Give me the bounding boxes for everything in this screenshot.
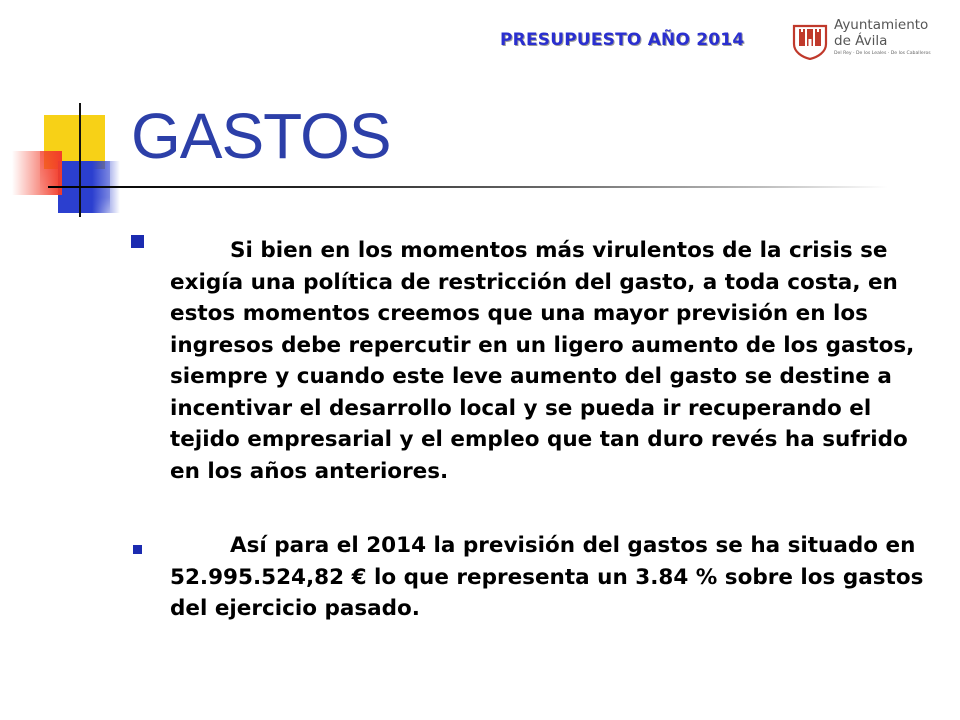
bullet-text-2 (170, 530, 930, 625)
bullet-square-small-icon (133, 545, 142, 554)
ayuntamiento-logo (790, 18, 940, 62)
decorative-blocks (0, 95, 140, 225)
logo-line-1: Ayuntamiento (834, 17, 929, 33)
bullet-square-icon (131, 235, 144, 248)
header-title: PRESUPUESTO AÑO 2014 (500, 30, 745, 50)
bullet-2-content: Así para el 2014 la previsión del gastos se ha situado en 52.995.524,82 € lo que representa un 3.84 % sobre los gastos del ejercicio pasado. (170, 533, 924, 621)
city-emblem-icon (790, 20, 830, 60)
bullet-text-1 (170, 235, 930, 487)
title-divider (48, 186, 888, 188)
logo-text (834, 18, 931, 57)
logo-tagline: Del Rey · De los Leales · De los Caballeros (834, 51, 931, 56)
logo-line-2: de Ávila (834, 32, 888, 49)
bullet-1-content: Si bien en los momentos más virulentos de la crisis se exigía una política de restricción del gasto, a toda costa, en estos momentos creemos que una mayor previsión en los ingresos debe repercutir en un ligero aumento de los gastos, siempre y cuando este leve aumento del gasto se destine a incentivar el desarrollo local y se pueda ir recuperando el tejido empresarial y el empleo que tan duro revés ha sufrido en los años anteriores. (170, 238, 915, 484)
page-title: GASTOS (131, 100, 391, 172)
